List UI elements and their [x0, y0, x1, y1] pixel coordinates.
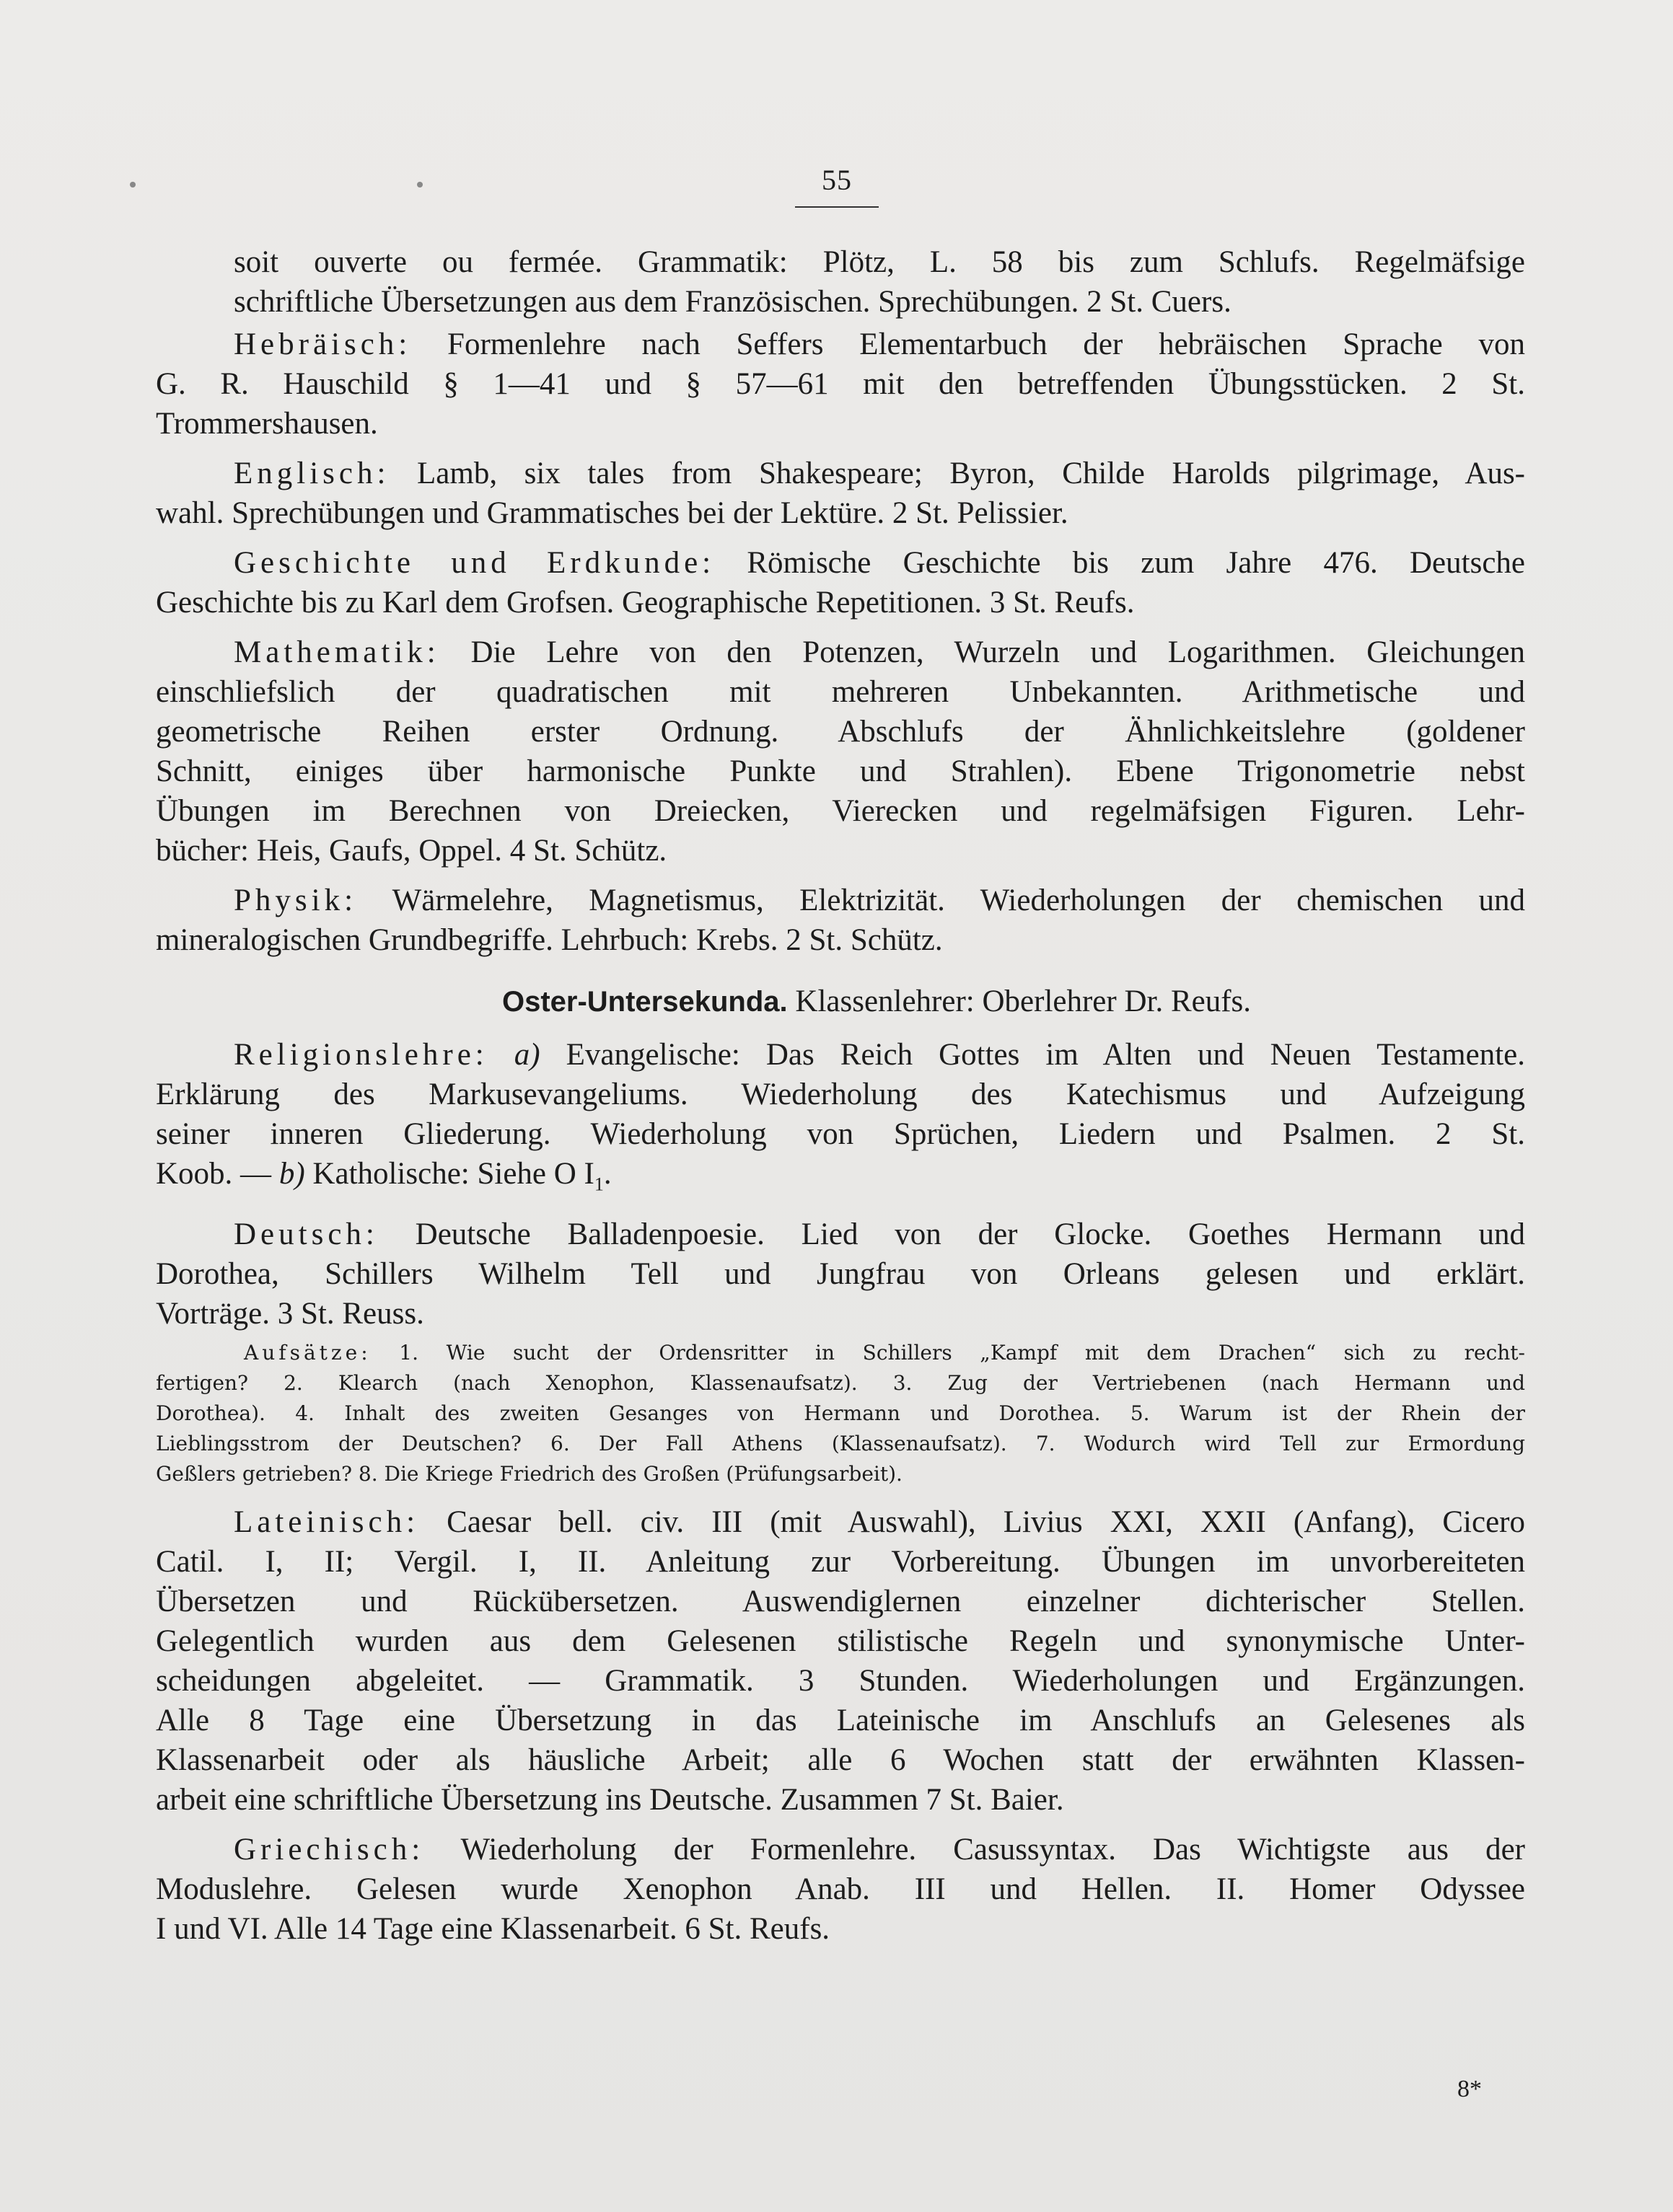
text-line: Schnitt, einiges über harmonische Punkte und Strahlen). Ebene Trigonometrie nebst	[156, 754, 1525, 788]
text-line: Die Lehre von den Potenzen, Wurzeln und Logarithmen. Gleichungen	[439, 635, 1525, 669]
text-line: Caesar bell. civ. III (mit Auswahl), Livius XXI, XXII (Anfang), Cicero	[419, 1504, 1525, 1539]
text-line: wahl. Sprechübungen und Grammatisches bei der Lektüre. 2 St. Pelissier.	[156, 496, 1068, 530]
text-line: Erklärung des Markusevangeliums. Wiederholung des Katechismus und Aufzeigung	[156, 1078, 1525, 1111]
text-line: Klassenarbeit oder als häusliche Arbeit; alle 6 Wochen statt der erwähnten Klassen-	[156, 1742, 1525, 1777]
page-number: 55	[822, 164, 852, 196]
section-lateinisch	[156, 1502, 1525, 1820]
text-line: Vorträge. 3 St. Reuss.	[156, 1296, 424, 1331]
class-teacher: Klassenlehrer: Oberlehrer Dr. Reufs.	[787, 984, 1252, 1018]
text-line: 1. Wie sucht der Ordensritter in Schillers „Kampf mit dem Drachen“ sich zu recht-	[371, 1340, 1525, 1365]
text-line: Koob. —	[156, 1157, 279, 1191]
section-deutsch	[156, 1215, 1525, 1334]
text-line: arbeit eine schriftliche Übersetzung ins Deutsche. Zusammen 7 St. Baier.	[156, 1782, 1064, 1817]
text-line: Wärmelehre, Magnetismus, Elektrizität. Wiederholungen der chemischen und	[357, 884, 1525, 917]
text-line: Moduslehre. Gelesen wurde Xenophon Anab. III und Hellen. II. Homer Odyssee	[156, 1872, 1525, 1906]
text-line: Dorothea, Schillers Wilhelm Tell und Jungfrau von Orleans gelesen und erklärt.	[156, 1256, 1525, 1291]
section-physik	[156, 881, 1525, 960]
scan-speck	[417, 182, 423, 188]
section-label: Hebräisch:	[234, 327, 412, 361]
section-label: Englisch:	[234, 457, 390, 490]
section-label: Geschichte und Erdkunde:	[234, 546, 716, 580]
text-line: schriftliche Übersetzungen aus dem Französischen. Sprechübungen. 2 St. Cuers.	[234, 285, 1231, 319]
text-line: Alle 8 Tage eine Übersetzung in das Lateinische im Anschlufs an Gelesenes als	[156, 1703, 1525, 1737]
scan-speck	[130, 182, 136, 188]
body-text	[156, 242, 1525, 1959]
text-line: Wiederholung der Formenlehre. Casussyntax. Das Wichtigste aus der	[424, 1832, 1525, 1867]
section-mathematik	[156, 633, 1525, 871]
text-line: soit ouverte ou fermée. Grammatik: Plötz, L. 58 bis zum Schlufs. Regelmäfsige	[234, 245, 1525, 279]
text-line: Gelegentlich wurden aus dem Gelesenen stilistische Regeln und synonymische Unter-	[156, 1623, 1525, 1658]
text-line: bücher: Heis, Gaufs, Oppel. 4 St. Schütz.	[156, 834, 667, 868]
text-line: Dorothea). 4. Inhalt des zweiten Gesanges von Hermann und Dorothea. 5. Warum ist der Rhein der	[156, 1401, 1525, 1425]
text-line: Geßlers getrieben? 8. Die Kriege Friedrich des Großen (Prüfungsarbeit).	[156, 1461, 903, 1486]
text-line: G. R. Hauschild § 1—41 und § 57—61 mit den betreffenden Übungsstücken. 2 St.	[156, 367, 1525, 401]
marker-a: a)	[514, 1038, 540, 1072]
section-label: Griechisch:	[234, 1832, 425, 1867]
text-line: fertigen? 2. Klearch (nach Xenophon, Klassenaufsatz). 3. Zug der Vertriebenen (nach Hermann und	[156, 1370, 1525, 1395]
text-line: seiner inneren Gliederung. Wiederholung von Sprüchen, Liedern und Psalmen. 2 St.	[156, 1117, 1525, 1151]
signature-mark: 8*	[1457, 2076, 1482, 2102]
text-line: Trommershausen.	[156, 407, 378, 441]
section-label: Mathematik:	[234, 635, 440, 669]
text-line: Evangelische: Das Reich Gottes im Alten und Neuen Testamente.	[540, 1038, 1525, 1072]
text-line: Übersetzen und Rückübersetzen. Auswendiglernen einzelner dichterischer Stellen.	[156, 1584, 1525, 1618]
intro-paragraph	[156, 242, 1525, 322]
page-number-rule	[795, 206, 879, 208]
section-englisch	[156, 454, 1525, 533]
section-label: Physik:	[234, 884, 358, 917]
text-line: I und VI. Alle 14 Tage eine Klassenarbeit. 6 St. Reufs.	[156, 1911, 830, 1946]
class-title: Oster-Untersekunda.	[501, 986, 788, 1018]
text-line: .	[603, 1157, 612, 1191]
text-line: mineralogischen Grundbegriffe. Lehrbuch: Krebs. 2 St. Schütz.	[156, 923, 943, 957]
section-griechisch	[156, 1830, 1525, 1949]
text-line: Deutsche Balladenpoesie. Lied von der Glocke. Goethes Hermann und	[378, 1217, 1525, 1251]
text-line: geometrische Reihen erster Ordnung. Abschlufs der Ähnlichkeitslehre (goldener	[156, 715, 1525, 749]
aufsaetze-label: Aufsätze:	[244, 1340, 372, 1365]
section-geschichte	[156, 543, 1525, 622]
text-line: Formenlehre nach Seffers Elementarbuch der hebräischen Sprache von	[411, 327, 1525, 361]
text-line: Römische Geschichte bis zum Jahre 476. Deutsche	[715, 546, 1525, 580]
subscript: 1	[594, 1173, 604, 1195]
text-line: Lieblingsstrom der Deutschen? 6. Der Fall Athens (Klassenaufsatz). 7. Wodurch wird Tell zur Ermordung	[156, 1431, 1525, 1455]
marker-b: b)	[278, 1157, 305, 1191]
text-line: Lamb, six tales from Shakespeare; Byron, Childe Harolds pilgrimage, Aus-	[390, 457, 1525, 490]
text-line: einschliefslich der quadratischen mit mehreren Unbekannten. Arithmetische und	[156, 675, 1525, 709]
aufsaetze-list	[156, 1338, 1525, 1489]
section-hebraeisch	[156, 325, 1525, 444]
section-label: Lateinisch:	[234, 1504, 420, 1539]
section-label: Deutsch:	[234, 1217, 379, 1251]
text-line: Catil. I, II; Vergil. I, II. Anleitung zur Vorbereitung. Übungen im unvorbereiteten	[156, 1544, 1525, 1579]
section-label: Religionslehre:	[234, 1038, 488, 1072]
text-line: Geschichte bis zu Karl dem Grofsen. Geographische Repetitionen. 3 St. Reufs.	[156, 586, 1135, 620]
text-line: Übungen im Berechnen von Dreiecken, Vierecken und regelmäfsigen Figuren. Lehr-	[156, 794, 1525, 828]
text-line: Katholische: Siehe O I	[304, 1157, 594, 1191]
text-line: scheidungen abgeleitet. — Grammatik. 3 Stunden. Wiederholungen und Ergänzungen.	[156, 1663, 1525, 1698]
class-heading	[156, 982, 1525, 1022]
section-religionslehre	[156, 1035, 1525, 1204]
